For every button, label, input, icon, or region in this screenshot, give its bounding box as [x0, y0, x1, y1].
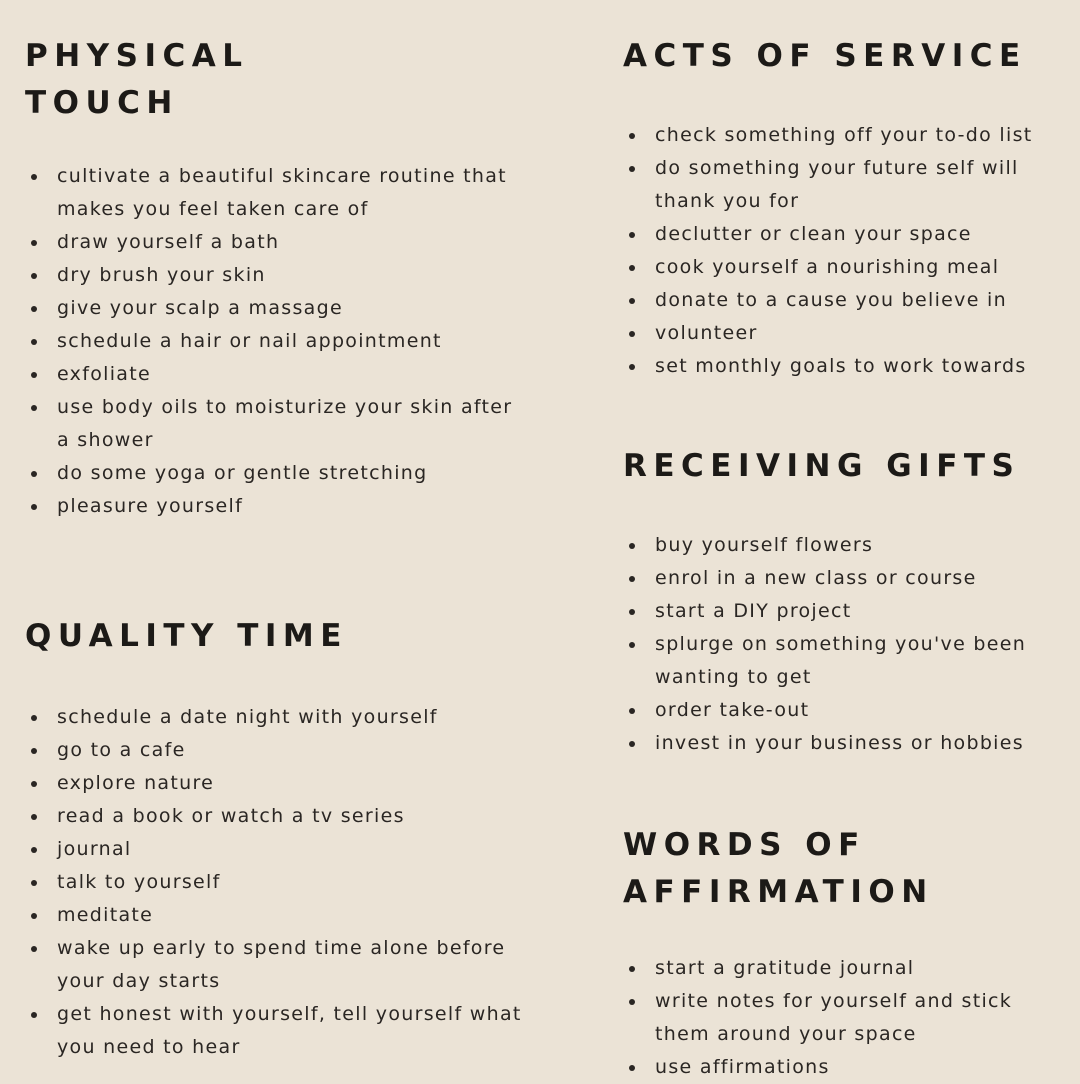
bullet-icon	[629, 166, 635, 172]
list-item	[25, 701, 525, 734]
item-text: invest in your business or hobbies	[655, 732, 1024, 754]
bullet-icon	[31, 715, 37, 721]
item-text: do some yoga or gentle stretching	[57, 462, 428, 484]
item-text: get honest with yourself, tell yourself what you need to hear	[57, 1003, 522, 1058]
item-text: draw yourself a bath	[57, 231, 280, 253]
item-text: start a DIY project	[655, 600, 852, 622]
list-item	[623, 251, 1073, 284]
bullet-icon	[629, 708, 635, 714]
item-text: cultivate a beautiful skincare routine that makes you feel taken care of	[57, 165, 507, 220]
item-text: schedule a hair or nail appointment	[57, 330, 442, 352]
item-text: schedule a date night with yourself	[57, 706, 438, 728]
list-item	[623, 1051, 1073, 1084]
item-text: wake up early to spend time alone before your day starts	[57, 937, 506, 992]
bullet-icon	[629, 543, 635, 549]
list-item	[623, 350, 1073, 383]
list-item	[25, 226, 525, 259]
list-item	[25, 391, 525, 457]
list-item	[25, 292, 525, 325]
item-text: set monthly goals to work towards	[655, 355, 1027, 377]
list-item	[25, 457, 525, 490]
list-item	[25, 490, 525, 523]
list-item	[25, 800, 525, 833]
bullet-icon	[31, 174, 37, 180]
list-item	[25, 259, 525, 292]
bullet-icon	[31, 1012, 37, 1018]
bullet-icon	[31, 306, 37, 312]
list-item	[623, 694, 1073, 727]
item-text: go to a cafe	[57, 739, 186, 761]
item-text: read a book or watch a tv series	[57, 805, 405, 827]
bullet-icon	[31, 847, 37, 853]
item-text: write notes for yourself and stick them around your space	[655, 990, 1013, 1045]
list-item	[623, 529, 1073, 562]
bullet-icon	[31, 240, 37, 246]
item-list	[25, 160, 525, 523]
bullet-icon	[629, 609, 635, 615]
list-item	[623, 727, 1073, 760]
bullet-icon	[629, 966, 635, 972]
bullet-icon	[629, 576, 635, 582]
item-text: use body oils to moisturize your skin after a shower	[57, 396, 513, 451]
bullet-icon	[629, 331, 635, 337]
item-text: check something off your to-do list	[655, 124, 1033, 146]
list-item	[623, 119, 1073, 152]
bullet-icon	[629, 133, 635, 139]
list-item	[623, 628, 1073, 694]
item-text: explore nature	[57, 772, 215, 794]
list-item	[623, 218, 1073, 251]
list-item	[25, 932, 525, 998]
list-item	[623, 317, 1073, 350]
item-text: dry brush your skin	[57, 264, 266, 286]
list-item	[623, 284, 1073, 317]
section-heading: QUALITY TIME	[25, 618, 348, 654]
item-text: do something your future self will thank you for	[655, 157, 1019, 212]
list-item	[623, 985, 1073, 1051]
bullet-icon	[629, 741, 635, 747]
bullet-icon	[31, 880, 37, 886]
bullet-icon	[31, 273, 37, 279]
list-item	[25, 358, 525, 391]
bullet-icon	[629, 999, 635, 1005]
bullet-icon	[31, 372, 37, 378]
bullet-icon	[629, 364, 635, 370]
list-item	[623, 595, 1073, 628]
item-text: donate to a cause you believe in	[655, 289, 1007, 311]
list-item	[25, 734, 525, 767]
bullet-icon	[31, 339, 37, 345]
bullet-icon	[31, 471, 37, 477]
list-item	[623, 152, 1073, 218]
bullet-icon	[31, 504, 37, 510]
item-text: journal	[57, 838, 132, 860]
acts-of-service-section	[623, 33, 1073, 377]
item-text: start a gratitude journal	[655, 957, 915, 979]
item-text: enrol in a new class or course	[655, 567, 977, 589]
list-item	[25, 767, 525, 800]
item-list	[623, 952, 1073, 1084]
section-heading: PHYSICAL TOUCH	[25, 38, 249, 121]
item-text: buy yourself flowers	[655, 534, 874, 556]
list-item	[25, 160, 525, 226]
item-text: exfoliate	[57, 363, 151, 385]
bullet-icon	[31, 814, 37, 820]
bullet-icon	[629, 298, 635, 304]
section-heading: WORDS OF AFFIRMATION	[623, 827, 934, 910]
item-text: meditate	[57, 904, 154, 926]
bullet-icon	[31, 913, 37, 919]
item-text: talk to yourself	[57, 871, 221, 893]
bullet-icon	[31, 781, 37, 787]
receiving-gifts-section	[623, 443, 1073, 754]
item-text: splurge on something you've been wanting to get	[655, 633, 1027, 688]
list-item	[25, 325, 525, 358]
bullet-icon	[629, 1065, 635, 1071]
bullet-icon	[31, 748, 37, 754]
item-text: give your scalp a massage	[57, 297, 343, 319]
list-item	[25, 899, 525, 932]
words-of-affirmation-section	[623, 822, 1073, 1078]
physical-touch-section	[25, 33, 545, 517]
section-heading: RECEIVING GIFTS	[623, 448, 1021, 484]
bullet-icon	[629, 642, 635, 648]
bullet-icon	[629, 265, 635, 271]
item-text: pleasure yourself	[57, 495, 244, 517]
item-text: order take-out	[655, 699, 810, 721]
item-text: use affirmations	[655, 1056, 830, 1078]
item-text: volunteer	[655, 322, 758, 344]
item-text: cook yourself a nourishing meal	[655, 256, 1000, 278]
item-text: declutter or clean your space	[655, 223, 972, 245]
list-item	[25, 866, 525, 899]
item-list	[623, 529, 1073, 760]
bullet-icon	[629, 232, 635, 238]
item-list	[623, 119, 1073, 383]
item-list	[25, 701, 525, 1064]
list-item	[25, 998, 525, 1064]
quality-time-section	[25, 613, 545, 1058]
bullet-icon	[31, 946, 37, 952]
bullet-icon	[31, 405, 37, 411]
list-item	[623, 562, 1073, 595]
section-heading: ACTS OF SERVICE	[623, 38, 1027, 74]
list-item	[25, 833, 525, 866]
list-item	[623, 952, 1073, 985]
